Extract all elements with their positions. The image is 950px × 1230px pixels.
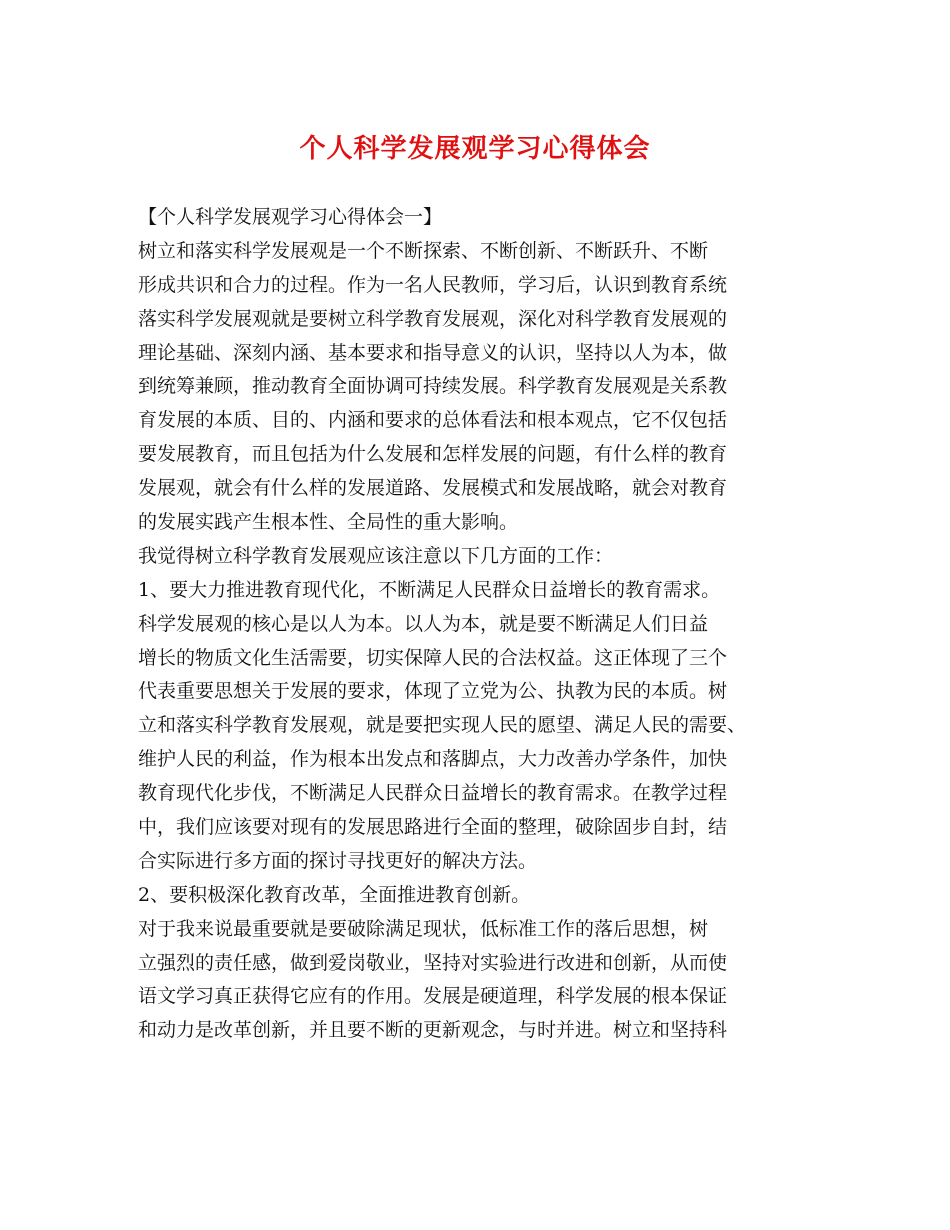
body-line: 对于我来说最重要就是要破除满足现状，低标准工作的落后思想，树 (138, 917, 709, 940)
body-line: 和动力是改革创新，并且要不断的更新观念，与时并进。树立和坚持科 (138, 1019, 728, 1042)
body-line: 到统筹兼顾，推动教育全面协调可持续发展。科学教育发展观是关系教 (138, 375, 728, 398)
body-line: 增长的物质文化生活需要，切实保障人民的合法权益。这正体现了三个 (138, 646, 728, 669)
body-line: 我觉得树立科学教育发展观应该注意以下几方面的工作： (138, 544, 614, 567)
body-line: 教育现代化步伐，不断满足人民群众日益增长的教育需求。在教学过程 (138, 782, 728, 805)
body-line: 合实际进行多方面的探讨寻找更好的解决方法。 (138, 849, 538, 872)
body-line: 立强烈的责任感，做到爱岗敬业，坚持对实验进行改进和创新，从而使 (138, 951, 728, 974)
body-line: 要发展教育，而且包括为什么发展和怎样发展的问题，有什么样的教育 (138, 443, 728, 466)
body-line: 育发展的本质、目的、内涵和要求的总体看法和根本观点，它不仅包括 (138, 409, 728, 432)
body-line: 代表重要思想关于发展的要求，体现了立党为公、执教为民的本质。树 (138, 680, 728, 703)
body-line: 科学发展观的核心是以人为本。以人为本，就是要不断满足人们日益 (138, 612, 709, 635)
body-line: 理论基础、深刻内涵、基本要求和指导意义的认识，坚持以人为本，做 (138, 341, 728, 364)
body-line: 中，我们应该要对现有的发展思路进行全面的整理，破除固步自封，结 (138, 816, 728, 839)
section-heading: 【个人科学发展观学习心得体会一】 (138, 206, 443, 228)
body-line: 的发展实践产生根本性、全局性的重大影响。 (138, 511, 519, 534)
body-line: 树立和落实科学发展观是一个不断探索、不断创新、不断跃升、不断 (138, 239, 709, 262)
body-line: 语文学习真正获得它应有的作用。发展是硬道理，科学发展的根本保证 (138, 985, 728, 1008)
body-line: 落实科学发展观就是要树立科学教育发展观，深化对科学教育发展观的 (138, 307, 728, 330)
body-line: 维护人民的利益，作为根本出发点和落脚点，大力改善办学条件，加快 (138, 748, 728, 771)
document-body (138, 201, 828, 1048)
body-line: 立和落实科学教育发展观，就是要把实现人民的愿望、满足人民的需要、 (138, 714, 747, 737)
body-line: 形成共识和合力的过程。作为一名人民教师，学习后，认识到教育系统 (138, 273, 728, 296)
document-title: 个人科学发展观学习心得体会 (299, 134, 651, 164)
numbered-point: 1、要大力推进教育现代化，不断满足人民群众日益增长的教育需求。 (138, 578, 721, 601)
body-line: 发展观，就会有什么样的发展道路、发展模式和发展战略，就会对教育 (138, 477, 728, 500)
numbered-point: 2、要积极深化教育改革，全面推进教育创新。 (138, 883, 531, 906)
